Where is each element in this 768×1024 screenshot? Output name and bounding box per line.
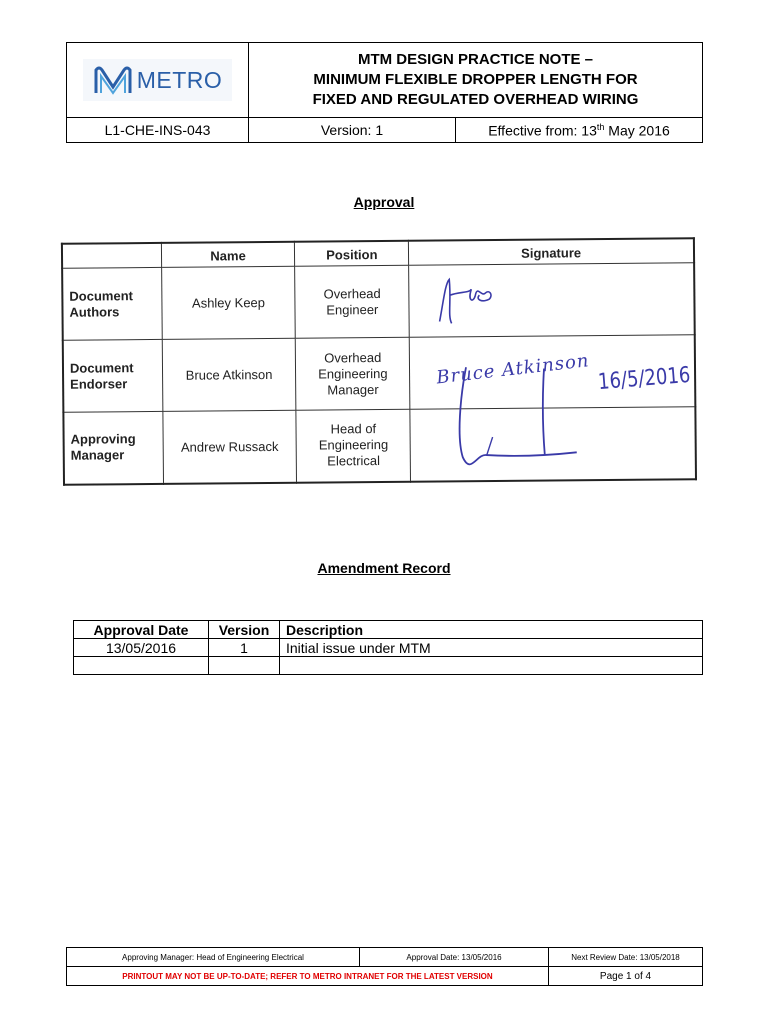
handwritten-signature — [429, 271, 510, 332]
document-header — [66, 42, 703, 143]
document-version: Version: 1 — [249, 118, 456, 143]
amendment-table — [73, 620, 703, 675]
role-label: Document Endorser — [63, 339, 163, 412]
amend-col-version: Version — [209, 621, 280, 639]
approval-col-position: Position — [295, 241, 409, 266]
amend-description: Initial issue under MTM — [280, 639, 703, 657]
amendment-heading: Amendment Record — [317, 560, 451, 576]
title-line-2: MINIMUM FLEXIBLE DROPPER LENGTH FOR — [313, 71, 638, 88]
approver-name: Bruce Atkinson — [162, 338, 296, 411]
signature-cell — [409, 263, 695, 337]
approver-position: Head of Engineering Electrical — [296, 409, 410, 482]
table-row — [74, 657, 703, 675]
logo-text: METRO — [136, 66, 223, 93]
footer-approving-manager: Approving Manager: Head of Engineering Electrical — [67, 948, 360, 967]
logo-cell — [67, 43, 249, 118]
amend-date: 13/05/2016 — [74, 639, 209, 657]
amend-description — [280, 657, 703, 675]
metro-logo — [83, 59, 233, 101]
amend-col-description: Description — [280, 621, 703, 639]
approval-heading: Approval — [353, 194, 415, 210]
metro-m-icon — [93, 65, 133, 95]
table-row — [74, 639, 703, 657]
document-footer — [66, 947, 703, 986]
title-line-3: FIXED AND REGULATED OVERHEAD WIRING — [312, 91, 639, 108]
handwritten-signature-text: Bruce Atkinson — [435, 350, 591, 389]
title-line-1: MTM DESIGN PRACTICE NOTE – — [357, 51, 593, 68]
effective-date: Effective from: 13th May 2016 — [456, 118, 703, 143]
approval-corner-cell — [62, 243, 161, 268]
footer-approval-date: Approval Date: 13/05/2016 — [360, 948, 549, 967]
amend-version: 1 — [209, 639, 280, 657]
amend-version — [209, 657, 280, 675]
approval-col-name: Name — [161, 242, 295, 268]
handwritten-signature — [426, 356, 597, 477]
footer-next-review: Next Review Date: 13/05/2018 — [549, 948, 703, 967]
signature-date: 16/5/2016 — [597, 362, 692, 396]
role-label: Approving Manager — [63, 411, 163, 484]
footer-warning: PRINTOUT MAY NOT BE UP-TO-DATE; REFER TO METRO INTRANET FOR THE LATEST VERSION — [67, 967, 549, 986]
approver-position: Overhead Engineering Manager — [296, 337, 410, 410]
page-number: Page 1 of 4 — [549, 967, 703, 986]
document-title — [249, 43, 703, 118]
amend-col-date: Approval Date — [74, 621, 209, 639]
approval-col-signature: Signature — [409, 238, 695, 265]
role-label: Document Authors — [62, 267, 162, 340]
document-id: L1-CHE-INS-043 — [67, 118, 249, 143]
approver-name: Ashley Keep — [161, 266, 295, 339]
approval-table — [61, 237, 697, 485]
amend-date — [74, 657, 209, 675]
approval-scan — [61, 237, 701, 497]
approver-name: Andrew Russack — [163, 410, 297, 483]
approval-row-authors — [62, 263, 695, 341]
approver-position: Overhead Engineer — [295, 265, 409, 338]
approval-row-approver — [63, 407, 696, 485]
